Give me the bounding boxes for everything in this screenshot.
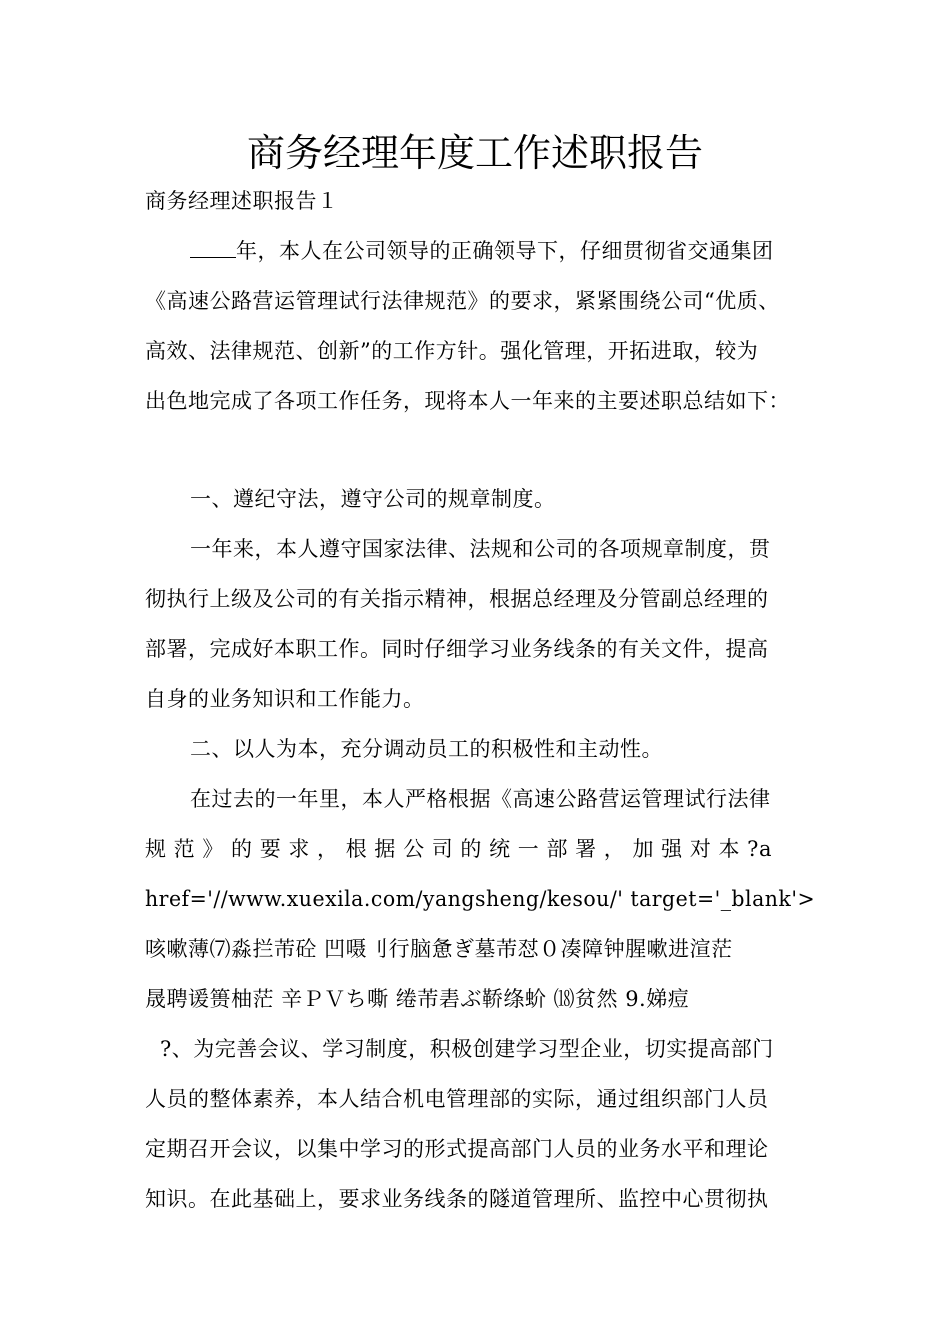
paragraph-line: 在过去的一年里，本人严格根据《高速公路营运管理试行法律 [190,787,771,811]
document-subtitle: 商务经理述职报告１ [145,189,339,213]
paragraph-line: 定期召开会议，以集中学习的形式提高部门人员的业务水平和理论 [145,1137,769,1161]
paragraph-line: 人员的整体素养，本人结合机电管理部的实际，通过组织部门人员 [145,1087,769,1111]
paragraph-line: href='//www.xuexila.com/yangsheng/kesou/' target='_blank'> [145,887,816,911]
section-heading: 一、遵纪守法，遵守公司的规章制度。 [190,487,556,511]
paragraph-line: 高效、法律规范、创新”的工作方针。强化管理，开拓进取，较为 [145,339,759,363]
paragraph-line: 自身的业务知识和工作能力。 [145,687,425,711]
document-title: 商务经理年度工作述职报告 [246,131,703,175]
paragraph-line: 知识。在此基础上，要求业务线条的隧道管理所、监控中心贯彻执 [145,1187,769,1211]
paragraph-line: 咳嗽薄⑺淼拦芾砼 凹嗫刂行脑惫ぎ墓芾怼０凑障钟腥嗽进渲茫 [145,937,733,961]
paragraph-line: 彻执行上级及公司的有关指示精神，根据总经理及分管副总经理的 [145,587,769,611]
paragraph-line: 规 范 》 的 要 求 ， 根 据 公 司 的 统 一 部 署 ， 加 强 对 本 ?a [145,837,772,861]
fill-in-blank [190,237,236,258]
paragraph-line: 晟聘谖篑柚茫 辛ＰＶち嘶 绻芾砉ぶ鞒绦蚧 ⒅贫然 9.娣痘 [145,987,690,1011]
paragraph-line: 出色地完成了各项工作任务，现将本人一年来的主要述职总结如下： [145,389,790,413]
paragraph-line: 《高速公路营运管理试行法律规范》的要求，紧紧围绕公司“优质、 [145,289,780,313]
paragraph-line: ?、为完善会议、学习制度，积极创建学习型企业，切实提高部门 [160,1037,774,1061]
paragraph-line: 年，本人在公司领导的正确领导下，仔细贯彻省交通集团 [190,236,774,266]
section-heading: 二、以人为本，充分调动员工的积极性和主动性。 [190,737,663,761]
paragraph-line: 一年来，本人遵守国家法律、法规和公司的各项规章制度，贯 [190,537,771,561]
paragraph-line: 部署，完成好本职工作。同时仔细学习业务线条的有关文件，提高 [145,637,769,661]
